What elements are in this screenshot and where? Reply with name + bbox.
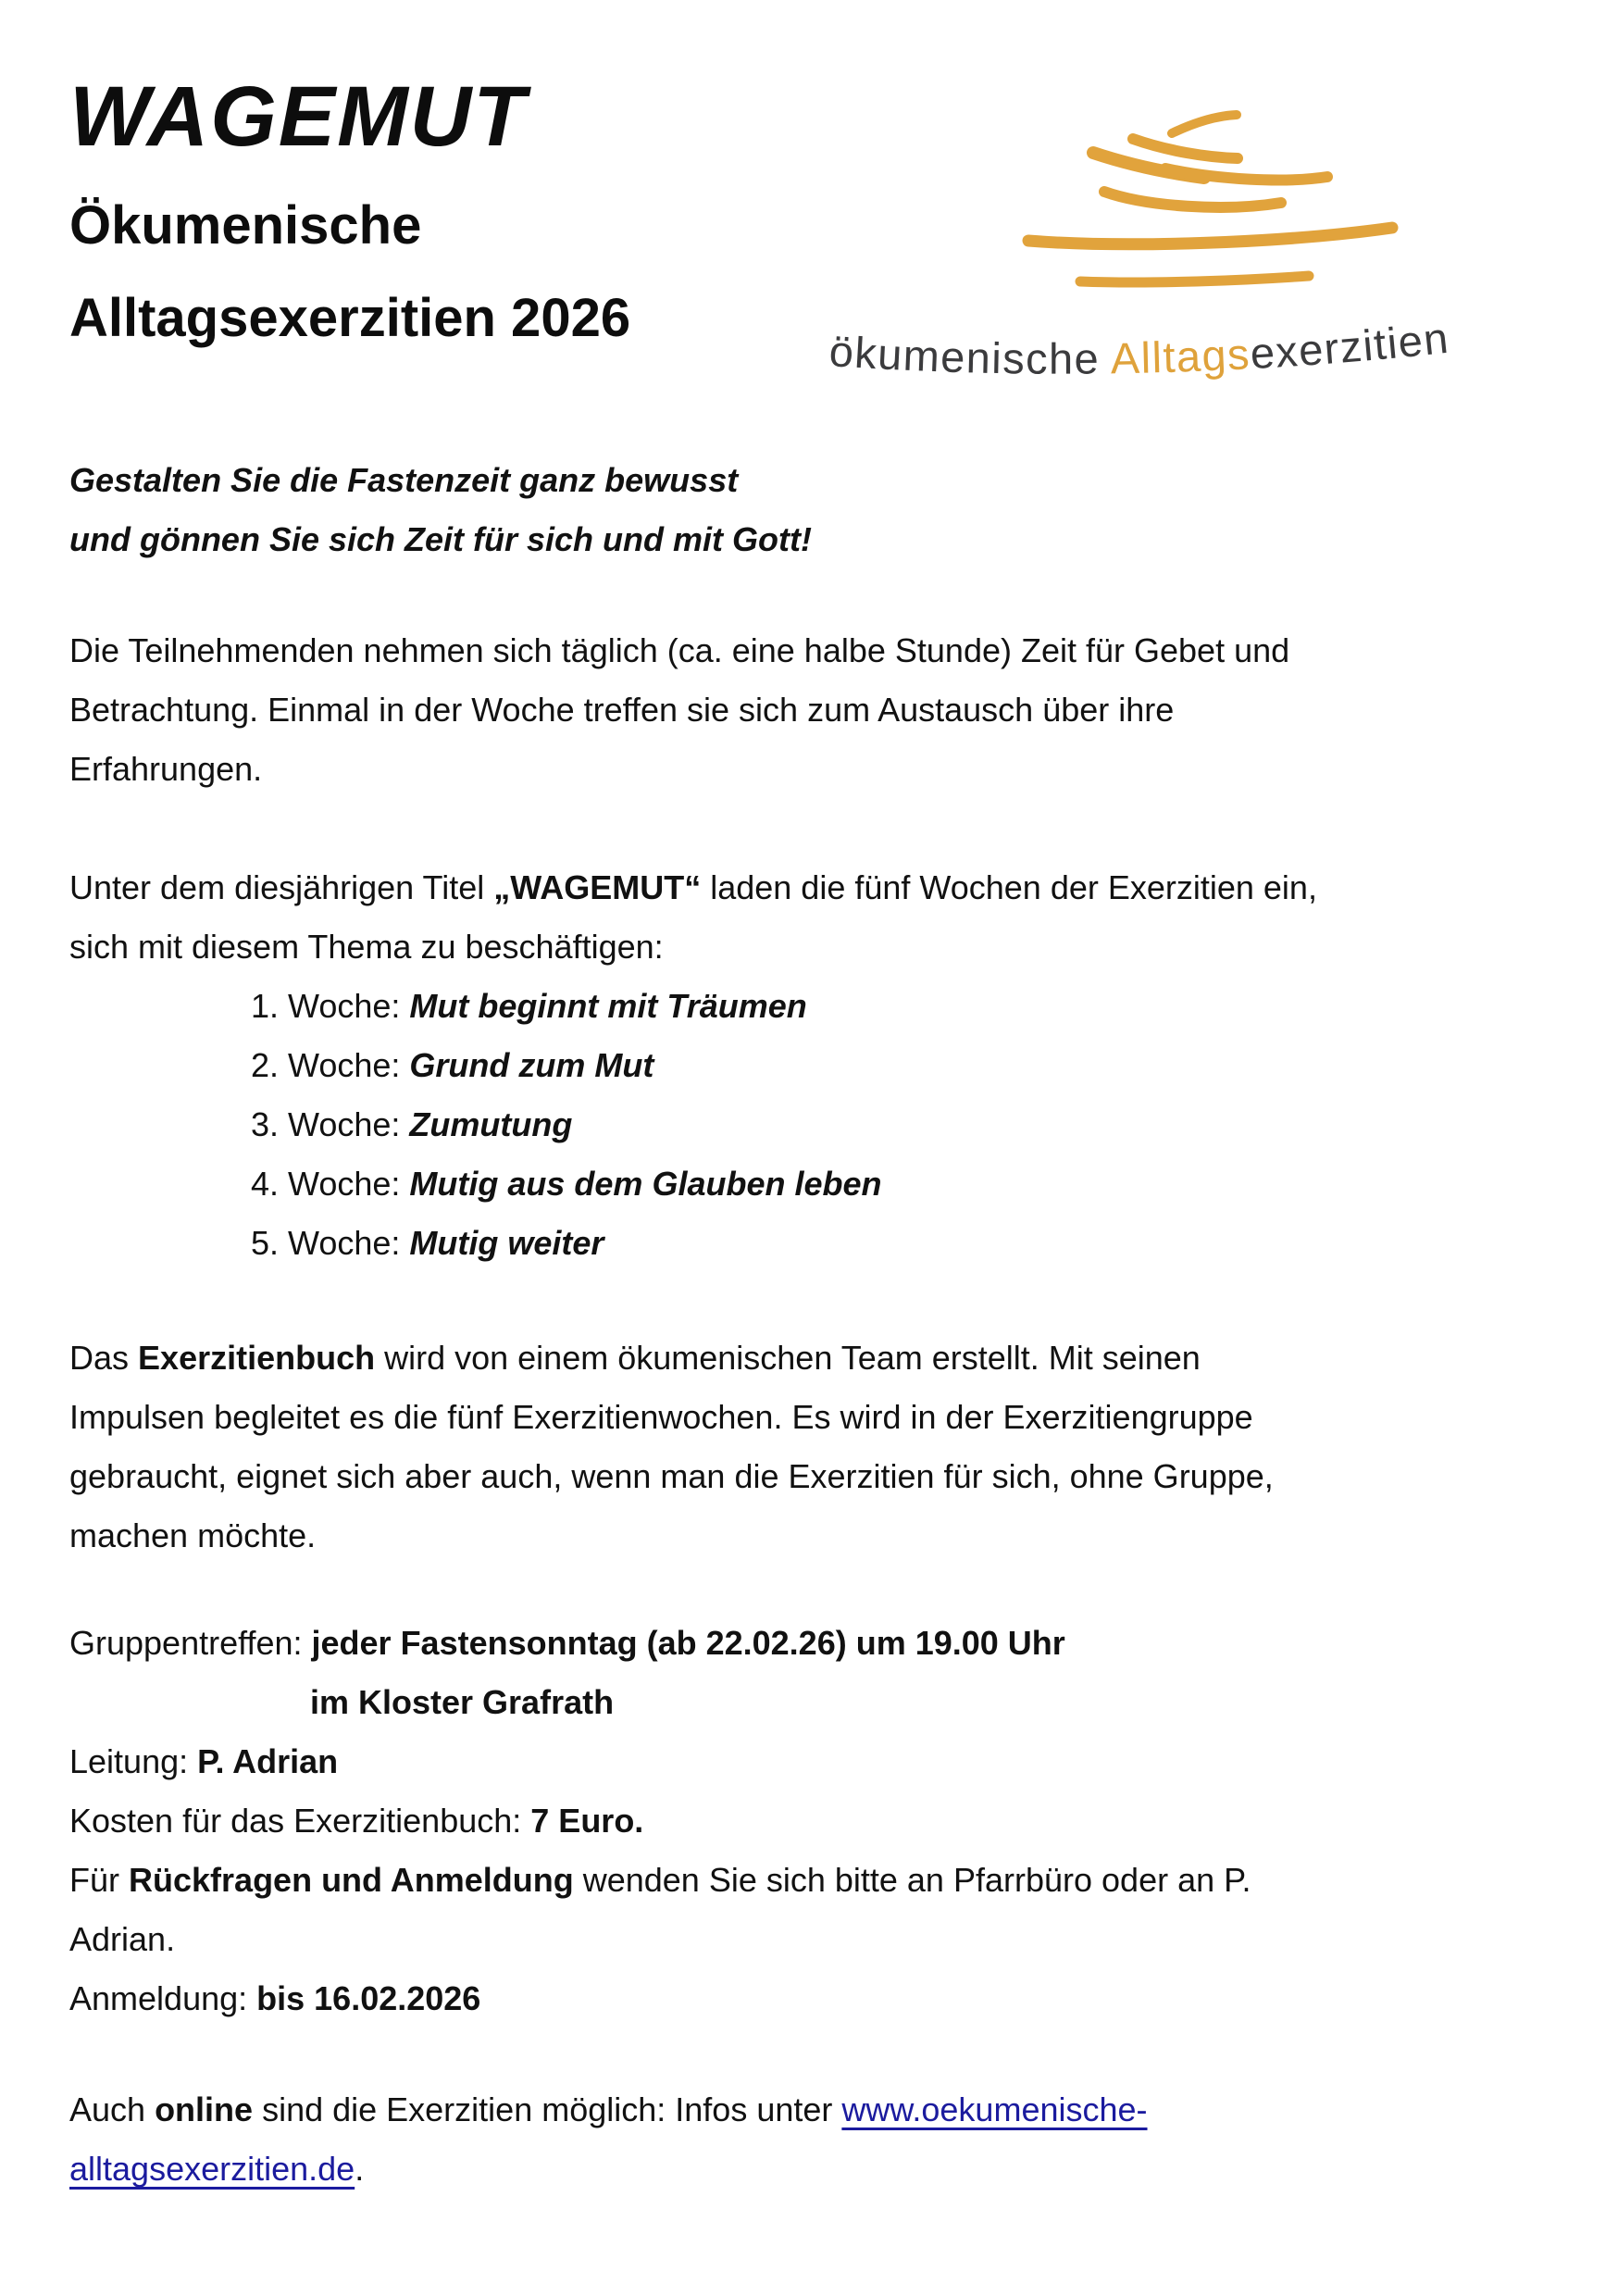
- paragraph-line: [69, 858, 1549, 917]
- list-item: [69, 1095, 1549, 1154]
- contact-bold: Rückfragen und Anmeldung: [129, 1861, 574, 1899]
- paragraph-line: Impulsen begleitet es die fünf Exerzitienwochen. Es wird in der Exerzitiengruppe: [69, 1398, 1253, 1436]
- online-pre: Auch: [69, 2090, 156, 2128]
- subtitle-line2: Alltagsexerzitien 2026: [69, 288, 631, 349]
- online-link[interactable]: alltagsexerzitien.de: [69, 2150, 355, 2188]
- list-item: [69, 1154, 1549, 1214]
- paragraph-line: Die Teilnehmenden nehmen sich täglich (ca. eine halbe Stunde) Zeit für Gebet und: [69, 631, 1290, 669]
- weeks-list: [69, 977, 1549, 1273]
- meeting-value: jeder Fastensonntag (ab 22.02.26) um 19.00 Uhr: [311, 1624, 1065, 1662]
- week-prefix: 1. Woche:: [251, 987, 410, 1025]
- document-body: [69, 451, 1549, 2199]
- logo-word-alltags: Alltags: [1110, 329, 1252, 383]
- leader-label: Leitung:: [69, 1742, 198, 1780]
- cost-line: [69, 1791, 1549, 1851]
- week-prefix: 5. Woche:: [251, 1224, 410, 1262]
- meeting-location: im Kloster Grafrath: [310, 1683, 615, 1721]
- paragraph-daily: [69, 621, 1549, 799]
- paragraph-book: [69, 1329, 1549, 1566]
- week-theme: Zumutung: [409, 1105, 573, 1143]
- list-item: [69, 977, 1549, 1036]
- registration-label: Anmeldung:: [69, 1979, 257, 2017]
- list-item: [69, 1214, 1549, 1273]
- cost-label: Kosten für das Exerzitienbuch:: [69, 1802, 531, 1840]
- week-prefix: 4. Woche:: [251, 1165, 410, 1203]
- details-section: [69, 1614, 1549, 2028]
- paragraph-line: [69, 2140, 1549, 2199]
- list-item: [69, 1036, 1549, 1095]
- week-theme: Mutig weiter: [409, 1224, 604, 1262]
- logo-brushstrokes-icon: [1028, 115, 1392, 282]
- paragraph-line: gebraucht, eignet sich aber auch, wenn man die Exerzitien für sich, ohne Gruppe,: [69, 1457, 1274, 1495]
- paragraph-line: sich mit diesem Thema zu beschäftigen:: [69, 928, 664, 966]
- intro-paragraph: [69, 451, 1549, 569]
- paragraph-line: machen möchte.: [69, 1516, 317, 1554]
- week-theme: Mut beginnt mit Träumen: [409, 987, 807, 1025]
- contact-post: wenden Sie sich bitte an Pfarrbüro oder an P.: [573, 1861, 1251, 1899]
- week-prefix: 3. Woche:: [251, 1105, 410, 1143]
- online-suffix: .: [355, 2150, 365, 2188]
- paragraph-line: [69, 2080, 1549, 2140]
- registration-line: [69, 1969, 1549, 2028]
- paragraph-line: Erfahrungen.: [69, 750, 263, 788]
- cost-value: 7 Euro.: [530, 1802, 644, 1840]
- leader-value: P. Adrian: [197, 1742, 339, 1780]
- logo: [817, 103, 1549, 399]
- online-paragraph: [69, 2080, 1549, 2199]
- logo-graphic: [817, 103, 1549, 399]
- meeting-line: [69, 1614, 1549, 1673]
- meeting-location-line: [69, 1673, 1549, 1732]
- intro-line1: Gestalten Sie die Fastenzeit ganz bewusst: [69, 461, 739, 499]
- book-post: wird von einem ökumenischen Team erstellt. Mit seinen: [375, 1339, 1201, 1377]
- contact-line2: Adrian.: [69, 1920, 176, 1958]
- page-title: WAGEMUT: [69, 69, 528, 164]
- logo-text: [828, 313, 1451, 383]
- book-pre: Das: [69, 1339, 139, 1377]
- meeting-label: Gruppentreffen:: [69, 1624, 312, 1662]
- paragraph-line: Betrachtung. Einmal in der Woche treffen sie sich zum Austausch über ihre: [69, 691, 1175, 729]
- theme-post: laden die fünf Wochen der Exerzitien ein,: [701, 868, 1317, 906]
- logo-word-exerzitien: exerzitien: [1249, 312, 1452, 379]
- subtitle-line1: Ökumenische: [69, 195, 422, 256]
- online-link[interactable]: www.oekumenische-: [841, 2090, 1148, 2128]
- week-prefix: 2. Woche:: [251, 1046, 410, 1084]
- book-bold: Exerzitienbuch: [138, 1339, 376, 1377]
- paragraph-theme-intro: [69, 858, 1549, 977]
- week-theme: Mutig aus dem Glauben leben: [409, 1165, 882, 1203]
- header: [69, 69, 1549, 386]
- paragraph-line: [69, 1329, 1549, 1388]
- theme-title-bold: „WAGEMUT“: [493, 868, 702, 906]
- theme-pre: Unter dem diesjährigen Titel: [69, 868, 494, 906]
- logo-word-oekumenische: ökumenische: [828, 326, 1112, 383]
- contact-line: [69, 1851, 1549, 1910]
- contact-pre: Für: [69, 1861, 130, 1899]
- registration-value: bis 16.02.2026: [256, 1979, 481, 2017]
- online-bold: online: [155, 2090, 254, 2128]
- week-theme: Grund zum Mut: [409, 1046, 654, 1084]
- online-mid: sind die Exerzitien möglich: Infos unter: [253, 2090, 842, 2128]
- leader-line: [69, 1732, 1549, 1791]
- intro-line2: und gönnen Sie sich Zeit für sich und mit Gott!: [69, 520, 812, 558]
